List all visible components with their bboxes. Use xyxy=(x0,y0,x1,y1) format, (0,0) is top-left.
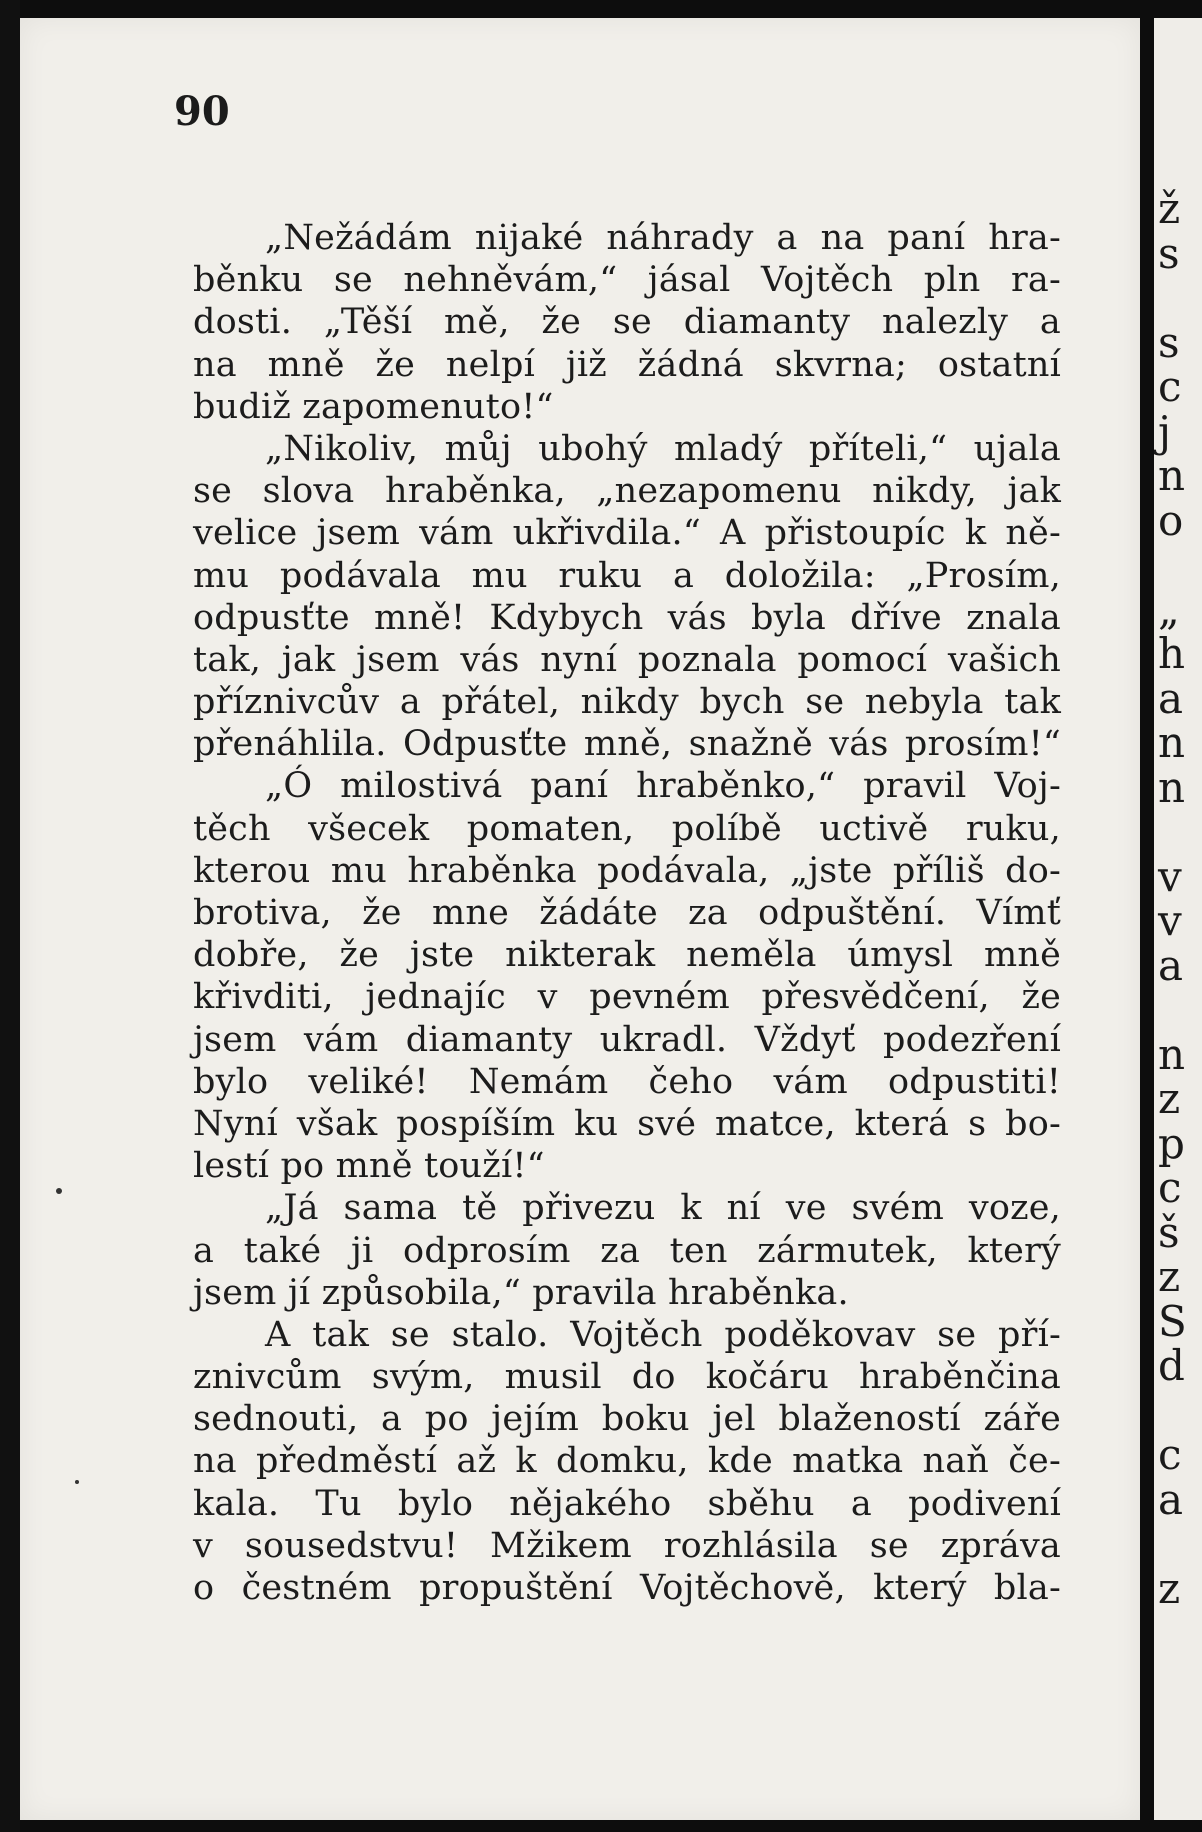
adjacent-page-fragment xyxy=(1154,18,1202,1820)
adjacent-page-letter: s xyxy=(1158,228,1180,278)
text-line: na mně že nelpí již žádná skvrna; ostatní xyxy=(193,344,1061,385)
text-line: dosti. „Těší mě, že se diamanty nalezly a xyxy=(193,302,1061,343)
scan-edge xyxy=(0,0,20,1832)
adjacent-page-letter: n xyxy=(1158,1029,1186,1079)
text-line: mu podávala mu ruku a doložila: „Prosím, xyxy=(193,555,1061,596)
text-line: Nyní však pospíším ku své matce, která s bo- xyxy=(193,1103,1061,1144)
adjacent-page-letter: c xyxy=(1158,1163,1182,1212)
adjacent-page-letter: z xyxy=(1158,1563,1181,1613)
adjacent-page-letter: v xyxy=(1158,896,1182,945)
text-line: brotiva, že mne žádáte za odpuštění. Vímť xyxy=(193,893,1061,933)
text-line: na předměstí až k domku, kde matka naň če- xyxy=(193,1441,1061,1482)
page-number: 90 xyxy=(174,88,230,135)
text-line: znivcům svým, musil do kočáru hraběnčina xyxy=(193,1357,1061,1398)
text-line: „Ó milostivá paní hraběnko,“ pravil Voj- xyxy=(265,766,1061,807)
text-line: běnku se nehněvám,“ jásal Vojtěch pln ra- xyxy=(193,260,1061,301)
text-line: těch všecek pomaten, políbě uctivě ruku, xyxy=(193,808,1061,849)
text-line: „Nikoliv, můj ubohý mladý příteli,“ ujala xyxy=(265,428,1061,469)
text-line: přenáhlila. Odpusťte mně, snažně vás prosím!“ xyxy=(193,724,1061,765)
text-line: A tak se stalo. Vojtěch poděkovav se pří- xyxy=(265,1314,1061,1355)
adjacent-page-letter: o xyxy=(1158,495,1184,545)
scan-speck xyxy=(56,1188,62,1194)
adjacent-page-letter: c xyxy=(1158,362,1182,411)
adjacent-page-letter: n xyxy=(1158,762,1186,812)
adjacent-page-letter: ž xyxy=(1158,184,1181,233)
text-line: kala. Tu bylo nějakého sběhu a podivení xyxy=(193,1483,1061,1524)
adjacent-page-letter: c xyxy=(1158,1430,1182,1479)
text-line: odpusťte mně! Kdybych vás byla dříve znala xyxy=(193,597,1061,638)
text-line: budiž zapomenuto!“ xyxy=(193,386,554,427)
text-line: křivditi, jednajíc v pevném přesvědčení, že xyxy=(193,977,1061,1018)
scan-speck xyxy=(75,1480,79,1484)
adjacent-page-letter: d xyxy=(1158,1341,1185,1390)
adjacent-page-letter: š xyxy=(1158,1207,1180,1257)
adjacent-page-letter: j xyxy=(1158,406,1172,456)
adjacent-page-letter: a xyxy=(1158,673,1184,723)
adjacent-page-letter: h xyxy=(1158,629,1186,678)
text-line: jsem vám diamanty ukradl. Vždyť podezření xyxy=(193,1019,1061,1060)
text-line: lestí po mně touží!“ xyxy=(193,1146,545,1187)
text-line: a také ji odprosím za ten zármutek, který xyxy=(193,1230,1061,1271)
text-line: kterou mu hraběnka podávala, „jste příliš do- xyxy=(193,850,1061,891)
text-line: dobře, že jste nikterak neměla úmysl mně xyxy=(193,935,1061,976)
text-line: velice jsem vám ukřivdila.“ A přistoupíc k ně- xyxy=(193,513,1061,554)
text-line: „Já sama tě přivezu k ní ve svém voze, xyxy=(265,1188,1061,1229)
text-line: se slova hraběnka, „nezapomenu nikdy, jak xyxy=(193,471,1061,512)
adjacent-page-letter: „ xyxy=(1158,584,1180,634)
adjacent-page-letter: s xyxy=(1158,317,1180,367)
text-line: jsem jí způsobila,“ pravila hraběnka. xyxy=(193,1272,849,1313)
text-line: tak, jak jsem vás nyní poznala pomocí vašich xyxy=(193,639,1061,680)
adjacent-page-letter: a xyxy=(1158,940,1184,990)
adjacent-page-letter: z xyxy=(1158,1252,1181,1301)
text-line: o čestném propuštění Vojtěchově, který bla- xyxy=(193,1568,1061,1608)
body-text xyxy=(193,217,1061,1609)
text-line: v sousedstvu! Mžikem rozhlásila se zpráva xyxy=(193,1525,1061,1566)
adjacent-page-letter: n xyxy=(1158,451,1186,500)
text-line: sednouti, a po jejím boku jel blažeností záře xyxy=(193,1399,1061,1440)
text-line: „Nežádám nijaké náhrady a na paní hra- xyxy=(265,218,1061,258)
adjacent-page-letter: p xyxy=(1158,1118,1185,1168)
text-line: bylo veliké! Nemám čeho vám odpustiti! xyxy=(193,1061,1061,1102)
text-line: příznivcův a přátel, nikdy bych se nebyla tak xyxy=(193,682,1061,723)
adjacent-page-letter: S xyxy=(1158,1296,1187,1346)
adjacent-page-letter: z xyxy=(1158,1074,1181,1123)
adjacent-page-letter: n xyxy=(1158,718,1186,767)
adjacent-page-letter: a xyxy=(1158,1474,1184,1524)
adjacent-page-letter: v xyxy=(1158,851,1182,901)
